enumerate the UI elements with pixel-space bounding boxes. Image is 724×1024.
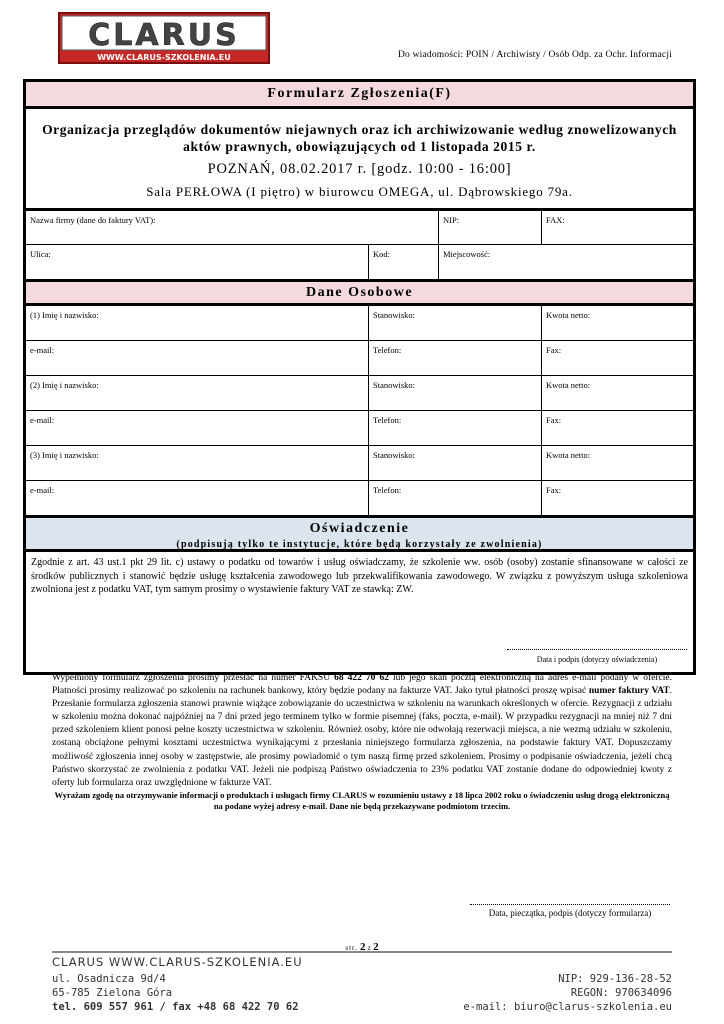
- person-2-row-2: [26, 411, 693, 446]
- person-1-name-field[interactable]: (1) Imię i nazwisko:: [26, 306, 369, 340]
- person-2-phone-field[interactable]: Telefon:: [369, 411, 542, 445]
- person-2-row-1: [26, 376, 693, 411]
- person-1-email-field[interactable]: e-mail:: [26, 341, 369, 375]
- footer-street: ul. Osadnicza 9d/4: [52, 973, 166, 985]
- person-1-fax-field[interactable]: Fax:: [546, 345, 562, 355]
- declaration-signature-label: Data i podpis (dotyczy oświadczenia): [536, 654, 658, 664]
- declaration-title: Oświadczenie: [309, 521, 410, 536]
- payment-title-term: numer faktury VAT: [588, 686, 670, 697]
- footer-brand: CLARUS WWW.CLARUS-SZKOLENIA.EU: [52, 955, 303, 969]
- footer-divider: [52, 951, 672, 953]
- form-title: Formularz Zgłoszenia(F): [26, 82, 693, 109]
- postal-code-field[interactable]: Kod:: [369, 245, 439, 279]
- person-2-position-field[interactable]: Stanowisko:: [369, 376, 542, 410]
- event-header: [26, 109, 693, 211]
- person-1-position-field[interactable]: Stanowisko:: [369, 306, 542, 340]
- info-text-2: lub jego skan pocztą elektroniczną na adres e-mail podany w ofercie. Płatności prosimy realizować po szkoleniu na rachunek bankowy, który będzie podany na fakturze VAT. Jako tytuł płatności proszę wpisać: [52, 673, 673, 697]
- footer-ids: [463, 972, 672, 1014]
- event-title: Organizacja przeglądów dokumentów niejawnych oraz ich archiwizowanie według znowelizowanych aktów prawnych, obowiązujących od 1 listopada 2015 r.: [42, 122, 677, 154]
- info-text-1: Wypełniony formularz zgłoszenia prosimy przesłać na numer FAKSU: [52, 673, 335, 683]
- form-signature-label: Data, pieczątka, podpis (dotyczy formularza): [488, 908, 652, 918]
- event-venue: Sala PERŁOWA (I piętro) w biurowcu OMEGA, ul. Dąbrowskiego 79a.: [146, 184, 573, 199]
- logo-url: WWW.CLARUS-SZKOLENIA.EU: [97, 53, 231, 62]
- person-3-row-2: [26, 481, 693, 518]
- personal-data-title: Dane Osobowe: [26, 282, 693, 306]
- fax-number: 68 422 70 62: [334, 673, 389, 683]
- form-signature[interactable]: [470, 904, 670, 918]
- person-1-amount-field[interactable]: Kwota netto:: [546, 310, 591, 320]
- signature-line: [507, 649, 687, 650]
- clarus-logo: [58, 12, 270, 64]
- consent-text: Wyrażam zgodę na otrzymywanie informacji o produktach i usługach firmy CLARUS w rozumieniu ustawy z 18 lipca 2002 roku o świadczeniu usług drogą elektroniczną na podane wyżej adresy e-mail. Dane nie będą przekazywane podmiotom trzecim.: [54, 789, 670, 812]
- company-name-field[interactable]: Nazwa firmy (dane do faktury VAT):: [26, 211, 439, 244]
- person-1-row-2: [26, 341, 693, 376]
- footer-city: 65-785 Zielona Góra: [52, 987, 173, 999]
- footer-regon: REGON: 970634096: [570, 987, 672, 999]
- info-text-3: . Przesłanie formularza zgłoszenia stanowi prawnie wiążące zobowiązanie do uczestnictwa w szkoleniu na warunkach określonych w ofercie. Rezygnacji z udziału w szkoleniu można dokonać najpóźniej na 7 dni przed jego terminem tylko w formie pisemnej (faks, poczta, e-mail). W przypadku rezygnacji na mniej niż 7 dni przed szkoleniem klient ponosi pełne koszty uczestnictwa w szkoleniu. Również osoby, które nie odwołają rezerwacji miejsca, a nie wezmą udziału w szkoleniu, zostaną obciążone pełnymi kosztami uczestnictwa wynikającymi z przesłania niniejszego formularza zgłoszenia, na podstawie faktury VAT. Dopuszczamy możliwość zgłoszenia innej osoby w zastępstwie, ale prosimy powiadomić o tym naszą firmę przed szkoleniem. Prosimy o podpisanie oświadczenia, jeżeli chcą Państwo skorzystać ze zwolnienia z podatku VAT. Jeżeli nie podpiszą Państwo oświadczenia to 23% podatku VAT zostanie dodane do odpowiedniej kwoty z oferty lub formularza oraz uwzględnione w fakturze VAT.: [52, 686, 673, 788]
- event-date: POZNAŃ, 08.02.2017 r. [godz. 10:00 - 16:00]: [207, 161, 512, 177]
- page-current: 2: [360, 941, 366, 953]
- recipients-line: Do wiadomości: POIN / Archiwisty / Osób Odp. za Ochr. Informacji: [397, 50, 672, 60]
- form-signature-line: [470, 904, 670, 905]
- footer-nip: NIP: 929-136-28-52: [558, 973, 672, 985]
- company-row-2: [26, 245, 693, 282]
- page-total: 2: [373, 941, 379, 953]
- person-2-fax-field[interactable]: Fax:: [546, 415, 562, 425]
- person-2-email-field[interactable]: e-mail:: [26, 411, 369, 445]
- declaration-text: Zgodnie z art. 43 ust.1 pkt 29 lit. c) ustawy o podatku od towarów i usług oświadczamy, że szkolenie ww. osób (osoby) zostanie sfinansowane w całości ze środków publicznych i stanowić będzie usługę kształcenia zawodowego lub przekwalifikowania zawodowego. W związku z powyższym usługa szkoleniowa zwolniona jest z podatku VAT, tym samym prosimy o wystawienie faktury VAT ze stawką: ZW.: [31, 557, 688, 595]
- company-fax-field[interactable]: FAX:: [546, 215, 565, 225]
- declaration-box: [26, 552, 693, 672]
- city-field[interactable]: Miejscowość:: [443, 249, 491, 259]
- page-sep: z: [367, 944, 371, 952]
- company-row-1: [26, 211, 693, 245]
- nip-field[interactable]: NIP:: [439, 211, 542, 244]
- person-3-phone-field[interactable]: Telefon:: [369, 481, 542, 515]
- registration-form: [23, 79, 696, 675]
- person-3-name-field[interactable]: (3) Imię i nazwisko:: [26, 446, 369, 480]
- logo-brand: CLARUS: [88, 18, 240, 53]
- declaration-signature[interactable]: [507, 649, 687, 667]
- info-paragraph: [52, 672, 672, 813]
- person-2-amount-field[interactable]: Kwota netto:: [546, 380, 591, 390]
- page-prefix: str.: [345, 944, 358, 952]
- person-3-row-1: [26, 446, 693, 481]
- footer-phone: tel. 609 557 961 / fax +48 68 422 70 62: [52, 1001, 299, 1013]
- declaration-subtitle: (podpisują tylko te instytucje, które będą korzystały ze zwolnienia): [176, 539, 543, 550]
- person-3-email-field[interactable]: e-mail:: [26, 481, 369, 515]
- person-1-row-1: [26, 306, 693, 341]
- person-3-amount-field[interactable]: Kwota netto:: [546, 450, 591, 460]
- person-3-position-field[interactable]: Stanowisko:: [369, 446, 542, 480]
- person-3-fax-field[interactable]: Fax:: [546, 485, 562, 495]
- footer-address: [52, 972, 299, 1014]
- person-2-name-field[interactable]: (2) Imię i nazwisko:: [26, 376, 369, 410]
- footer-email: e-mail: biuro@clarus-szkolenia.eu: [463, 1001, 672, 1013]
- street-field[interactable]: Ulica:: [26, 245, 369, 279]
- person-1-phone-field[interactable]: Telefon:: [369, 341, 542, 375]
- declaration-header: [26, 518, 693, 552]
